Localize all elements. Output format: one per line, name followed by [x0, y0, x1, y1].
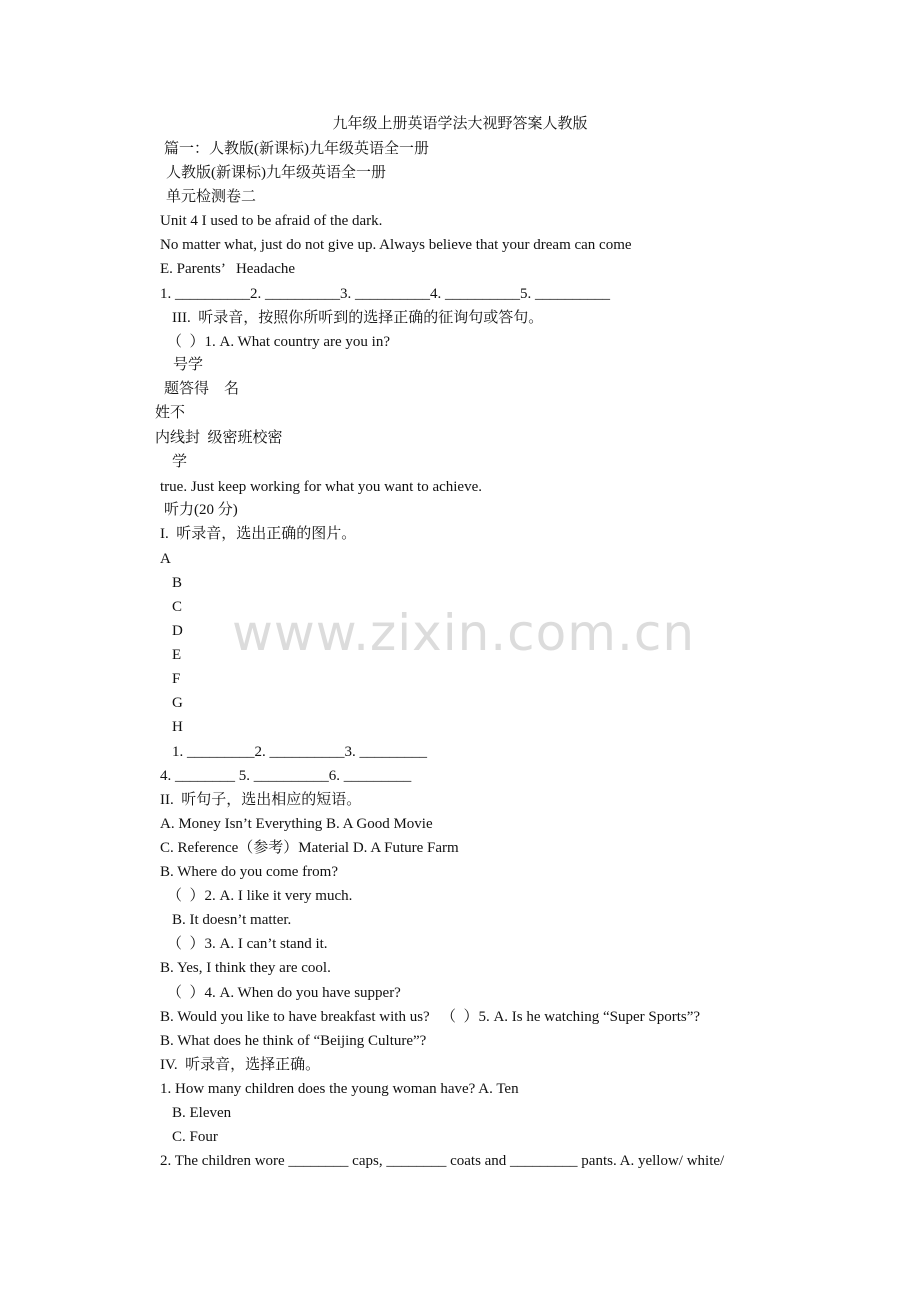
text-line: B. It doesn’t matter.: [172, 912, 292, 928]
text-line: （ ）3. A. I can’t stand it.: [167, 936, 328, 952]
text-line: H: [172, 719, 183, 735]
text-line: No matter what, just do not give up. Always believe that your dream can come: [160, 237, 632, 253]
text-line: 2. The children wore ________ caps, ________ coats and _________ pants. A. yellow/ white/: [160, 1153, 725, 1169]
text-line: B: [172, 575, 183, 591]
text-line: B. Eleven: [172, 1105, 232, 1121]
text-line: A: [160, 551, 171, 567]
text-line: C. Four: [172, 1129, 218, 1145]
text-line: 学: [172, 454, 188, 470]
text-line: I. 听录音，选出正确的图片。: [160, 526, 357, 542]
text-line: 4. ________ 5. __________6. _________: [160, 768, 412, 784]
text-line: 1. __________2. __________3. __________4. __________5. __________: [160, 286, 610, 302]
text-line: （ ）2. A. I like it very much.: [167, 888, 353, 904]
text-line: 篇一：人教版(新课标)九年级英语全一册: [164, 141, 429, 157]
text-line: G: [172, 695, 183, 711]
text-line: true. Just keep working for what you want to achieve.: [160, 479, 482, 495]
text-line: III. 听录音，按照你所听到的选择正确的征询句或答句。: [172, 310, 544, 326]
text-line: C. Reference（参考）Material D. A Future Farm: [160, 840, 459, 856]
text-line: IV. 听录音，选择正确。: [160, 1057, 321, 1073]
text-line: B. Yes, I think they are cool.: [160, 960, 331, 976]
text-line: 号学: [173, 357, 204, 373]
text-line: E. Parents’ Headache: [160, 261, 296, 277]
text-line: （ ）1. A. What country are you in?: [167, 334, 391, 350]
text-line: II. 听句子，选出相应的短语。: [160, 792, 362, 808]
text-line: 题答得 名: [164, 381, 240, 397]
text-line: 单元检测卷二: [166, 189, 257, 205]
text-line: E: [172, 647, 182, 663]
text-line: D: [172, 623, 183, 639]
text-line: 人教版(新课标)九年级英语全一册: [166, 165, 386, 181]
text-line: 内线封 级密班校密: [155, 430, 283, 446]
text-line: 1. How many children does the young woman have? A. Ten: [160, 1081, 519, 1097]
text-line: B. What does he think of “Beijing Culture”?: [160, 1033, 427, 1049]
text-line: F: [172, 671, 181, 687]
text-line: Unit 4 I used to be afraid of the dark.: [160, 213, 383, 229]
text-line: 姓不: [155, 405, 186, 421]
text-line: C: [172, 599, 183, 615]
text-line: B. Where do you come from?: [160, 864, 339, 880]
text-line: （ ）4. A. When do you have supper?: [167, 985, 401, 1001]
text-line: 听力(20 分): [164, 502, 238, 518]
text-line: A. Money Isn’t Everything B. A Good Movie: [160, 816, 433, 832]
text-line: 1. _________2. __________3. _________: [172, 744, 427, 760]
watermark: www.zixin.com.cn: [232, 604, 696, 662]
text-line: B. Would you like to have breakfast with us? （ ）5. A. Is he watching “Super Sports”?: [160, 1009, 701, 1025]
document-title: 九年级上册英语学法大视野答案人教版: [332, 116, 588, 132]
